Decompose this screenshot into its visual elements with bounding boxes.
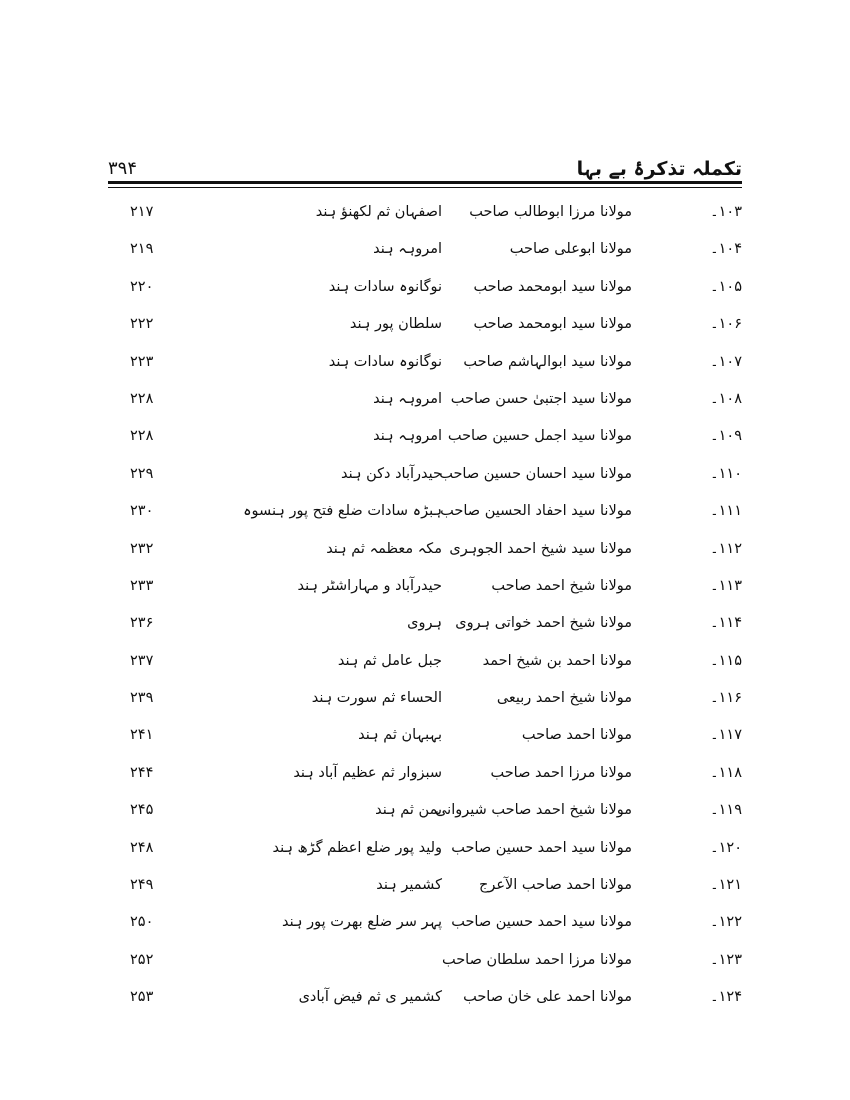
index-row: [108, 832, 742, 869]
entry-number: ۱۰۴۔: [710, 241, 742, 258]
scholar-name: مولانا سید ابومحمد صاحب: [473, 278, 632, 295]
page-number: ۳۹۴: [108, 158, 138, 179]
index-row: [108, 682, 742, 719]
entry-number: ۱۱۶۔: [710, 690, 742, 707]
index-row: [108, 906, 742, 943]
index-row: [108, 458, 742, 495]
scholar-name: مولانا مرزا احمد صاحب: [490, 764, 632, 781]
scholar-name: مولانا سید ابوالہاشم صاحب: [463, 353, 632, 370]
place-name: اصفہان ثم لکھنؤ ہند: [315, 204, 442, 220]
scholar-name: مولانا احمد بن شیخ احمد: [482, 652, 632, 669]
page-ref: ۲۵۰: [130, 914, 154, 931]
place-name: ہبڑہ سادات ضلع فتح پور ہنسوہ: [243, 503, 442, 520]
scholar-name: مولانا شیخ احمد صاحب شیروانی: [435, 802, 632, 819]
scholar-name: مولانا سید احفاد الحسین صاحب: [440, 503, 632, 520]
place-name: کشمیر ہند: [376, 877, 442, 894]
place-name: سبزوار ثم عظیم آباد ہند: [293, 764, 442, 781]
place-name: الحساء ثم سورت ہند: [311, 690, 442, 707]
entry-number: ۱۱۳۔: [710, 577, 742, 594]
entry-number: ۱۱۴۔: [710, 615, 742, 632]
page-ref: ۲۳۰: [130, 503, 154, 520]
page-ref: ۲۳۹: [130, 690, 154, 707]
place-name: بہبہان ثم ہند: [358, 727, 442, 744]
entry-number: ۱۱۷۔: [710, 727, 742, 744]
header-rule-thin: [108, 187, 742, 188]
index-row: [108, 233, 742, 270]
entry-number: ۱۱۸۔: [710, 764, 742, 781]
entry-number: ۱۲۰۔: [710, 839, 742, 856]
page-header: [108, 150, 742, 180]
scholar-name: مولانا احمد صاحب: [521, 727, 632, 744]
place-name: سلطان پور ہند: [349, 316, 442, 333]
page-ref: ۲۴۹: [130, 877, 154, 894]
page-ref: ۲۲۳: [130, 353, 154, 370]
page-ref: ۲۳۷: [130, 652, 154, 669]
index-row: [108, 308, 742, 345]
scholar-name: مولانا سید احمد حسین صاحب: [451, 914, 632, 931]
scholar-name: مولانا سید اجمل حسین صاحب: [447, 428, 632, 445]
page-ref: ۲۵۲: [130, 951, 154, 968]
index-table: [108, 196, 742, 1019]
place-name: جبل عامل ثم ہند: [337, 652, 442, 669]
place-name: نوگانوہ سادات ہند: [328, 353, 442, 370]
page-ref: ۲۱۷: [130, 204, 154, 220]
place-name: یمن ثم ہند: [375, 802, 442, 819]
page-ref: ۲۲۸: [130, 390, 154, 407]
entry-number: ۱۱۵۔: [710, 652, 742, 669]
index-row: [108, 383, 742, 420]
scholar-name: مولانا شیخ احمد صاحب: [491, 577, 632, 594]
index-row: [108, 271, 742, 308]
index-row: [108, 570, 742, 607]
page-ref: ۲۲۸: [130, 428, 154, 445]
place-name: حیدرآباد و مہاراشٹر ہند: [297, 577, 442, 594]
place-name: امروہہ ہند: [373, 241, 442, 258]
header-rule-thick: [108, 181, 742, 184]
entry-number: ۱۰۳۔: [710, 204, 742, 220]
index-row: [108, 533, 742, 570]
page-ref: ۲۱۹: [130, 241, 154, 258]
place-name: امروہہ ہند: [373, 428, 442, 445]
page-ref: ۲۴۸: [130, 839, 154, 856]
entry-number: ۱۱۲۔: [710, 540, 742, 557]
page-ref: ۲۲۹: [130, 465, 154, 482]
scholar-name: مولانا سید احسان حسین صاحب: [439, 465, 632, 482]
scholar-name: مولانا احمد صاحب الآعرج: [478, 877, 632, 894]
scholar-name: مولانا مرزا احمد سلطان صاحب: [441, 951, 632, 968]
place-name: امروہہ ہند: [373, 390, 442, 407]
place-name: کشمیر ی ثم فیض آبادی: [298, 989, 442, 1006]
scholar-name: مولانا سید اجتبیٰ حسن صاحب: [450, 390, 632, 407]
scholar-name: مولانا سید ابومحمد صاحب: [473, 316, 632, 333]
scholar-name: مولانا مرزا ابوطالب صاحب: [469, 204, 632, 220]
page-ref: ۲۳۲: [130, 540, 154, 557]
page-ref: ۲۳۶: [130, 615, 154, 632]
index-row: [108, 719, 742, 756]
scholar-name: مولانا سید احمد حسین صاحب: [451, 839, 632, 856]
page-ref: ۲۲۲: [130, 316, 154, 333]
entry-number: ۱۰۹۔: [710, 428, 742, 445]
page-ref: ۲۲۰: [130, 278, 154, 295]
scholar-name: مولانا ابوعلی صاحب: [509, 241, 632, 258]
entry-number: ۱۰۷۔: [710, 353, 742, 370]
index-row: [108, 944, 742, 981]
entry-number: ۱۲۳۔: [710, 951, 742, 968]
place-name: مکہ معظمہ ثم ہند: [326, 540, 442, 557]
place-name: ہروی: [407, 615, 442, 632]
index-row: [108, 196, 742, 233]
book-title: تکملہ تذکرۂ بے بہا: [576, 158, 742, 180]
entry-number: ۱۰۸۔: [710, 390, 742, 407]
page-ref: ۲۴۱: [130, 727, 154, 744]
entry-number: ۱۰۶۔: [710, 316, 742, 333]
scholar-name: مولانا احمد علی خان صاحب: [463, 989, 632, 1006]
page-ref: ۲۴۵: [130, 802, 154, 819]
place-name: ولید پور ضلع اعظم گڑھ ہند: [272, 839, 442, 856]
scholar-name: مولانا شیخ احمد ربیعی: [496, 690, 632, 707]
index-row: [108, 645, 742, 682]
entry-number: ۱۱۰۔: [710, 465, 742, 482]
entry-number: ۱۲۱۔: [710, 877, 742, 894]
scholar-name: مولانا سید شیخ احمد الجوہری: [449, 540, 632, 557]
entry-number: ۱۱۱۔: [710, 503, 742, 520]
place-name: نوگانوہ سادات ہند: [328, 278, 442, 295]
index-row: [108, 869, 742, 906]
place-name: حیدرآباد دکن ہند: [341, 465, 442, 482]
scholar-name: مولانا شیخ احمد خواتی ہروی: [455, 615, 632, 632]
index-row: [108, 420, 742, 457]
index-row: [108, 757, 742, 794]
index-row: [108, 981, 742, 1018]
index-row: [108, 495, 742, 532]
place-name: پہر سر ضلع بھرت پور ہند: [282, 914, 442, 931]
page-ref: ۲۳۳: [130, 577, 154, 594]
page-ref: ۲۴۴: [130, 764, 154, 781]
index-row: [108, 794, 742, 831]
entry-number: ۱۲۲۔: [710, 914, 742, 931]
entry-number: ۱۱۹۔: [710, 802, 742, 819]
entry-number: ۱۰۵۔: [710, 278, 742, 295]
page-ref: ۲۵۳: [130, 989, 154, 1006]
index-row: [108, 607, 742, 644]
index-row: [108, 346, 742, 383]
entry-number: ۱۲۴۔: [710, 989, 742, 1006]
